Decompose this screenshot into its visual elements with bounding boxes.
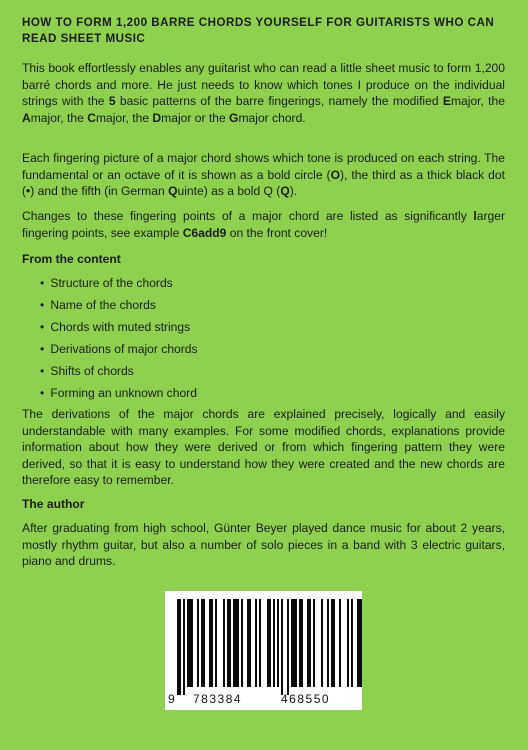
barcode-left-digits: 783384 xyxy=(193,692,243,706)
barcode-bar xyxy=(347,599,349,687)
barcode-bar xyxy=(247,599,251,687)
author-heading: The author xyxy=(22,497,85,511)
barcode-bar xyxy=(291,599,297,687)
content-heading: From the content xyxy=(22,252,121,266)
isbn-barcode xyxy=(165,591,362,710)
barcode-bar xyxy=(331,599,335,687)
bullet-icon: • xyxy=(40,386,45,401)
barcode-bar xyxy=(299,599,303,687)
barcode-bar xyxy=(281,599,283,695)
bullet-icon: • xyxy=(40,364,45,379)
barcode-bar xyxy=(339,599,341,687)
barcode-bar xyxy=(183,599,185,695)
barcode-bar xyxy=(267,599,271,687)
barcode-bar xyxy=(233,599,239,687)
bullet-icon: • xyxy=(40,320,45,335)
barcode-bar xyxy=(187,599,193,687)
barcode-bar xyxy=(313,599,315,687)
bullet-icon: • xyxy=(40,342,45,357)
barcode-bar xyxy=(223,599,225,687)
list-item: • Structure of the chords xyxy=(40,276,173,290)
fingering-paragraph: Each fingering picture of a major chord shows which tone is produced on each string. The fundamental or an octave of it is shown as a bold circle (O), the third as a thick black dot (•) and the fifth (in German Quinte) as a bold Q (Q). xyxy=(22,151,505,198)
barcode-bar xyxy=(287,599,289,695)
barcode-bar xyxy=(327,599,329,687)
barcode-bar xyxy=(177,599,181,695)
barcode-bar xyxy=(241,599,243,687)
barcode-bar xyxy=(201,599,205,687)
barcode-bar xyxy=(209,599,213,687)
barcode-bar xyxy=(227,599,231,687)
barcode-bar xyxy=(321,599,323,687)
list-item: • Derivations of major chords xyxy=(40,342,198,357)
barcode-bar xyxy=(307,599,311,687)
changes-paragraph: Changes to these fingering points of a major chord are listed as significantly larger fingering points, see example C6add9 on the front cover! xyxy=(22,209,505,240)
barcode-first-digit: 9 xyxy=(168,692,177,706)
derivations-paragraph: The derivations of the major chords are explained precisely, logically and easily understandable with many examples. For some modified chords, explanations provide information about how they were derived or from which fingering pattern they were derived, so that it is easy to understand how they were created and the new chords are therefore easy to remember. xyxy=(22,407,505,487)
barcode-right-digits: 468550 xyxy=(281,692,331,706)
barcode-bar xyxy=(197,599,199,687)
barcode-bar xyxy=(273,599,275,687)
barcode-bar xyxy=(277,599,279,687)
bullet-icon: • xyxy=(40,298,45,313)
list-item: • Name of the chords xyxy=(40,298,156,313)
barcode-bar xyxy=(215,599,217,687)
author-paragraph: After graduating from high school, Günter Beyer played dance music for about 2 years, mostly rhythm guitar, but also a number of solo pieces in a band with 3 electric guitars, piano and drums. xyxy=(22,521,505,568)
content-list xyxy=(40,275,198,408)
bullet-icon: • xyxy=(40,276,45,290)
list-item: • Chords with muted strings xyxy=(40,320,191,335)
book-title: HOW TO FORM 1,200 BARRE CHORDS YOURSELF FOR GUITARISTS WHO CAN READ SHEET MUSIC xyxy=(22,16,495,45)
barcode-bar xyxy=(351,599,353,687)
barcode-bar xyxy=(357,599,362,687)
barcode-bar xyxy=(259,599,261,687)
list-item: • Shifts of chords xyxy=(40,364,134,379)
list-item: • Forming an unknown chord xyxy=(40,386,197,401)
barcode-bar xyxy=(255,599,257,687)
intro-paragraph: This book effortlessly enables any guitarist who can read a little sheet music to form 1,200 barré chords and more. He just needs to know which tones I produce on the individual strings with the 5 basic patterns of the barre fingerings, namely the modified Emajor, the Amajor, the Cmajor, the Dmajor or the Gmajor chord. xyxy=(22,61,505,125)
